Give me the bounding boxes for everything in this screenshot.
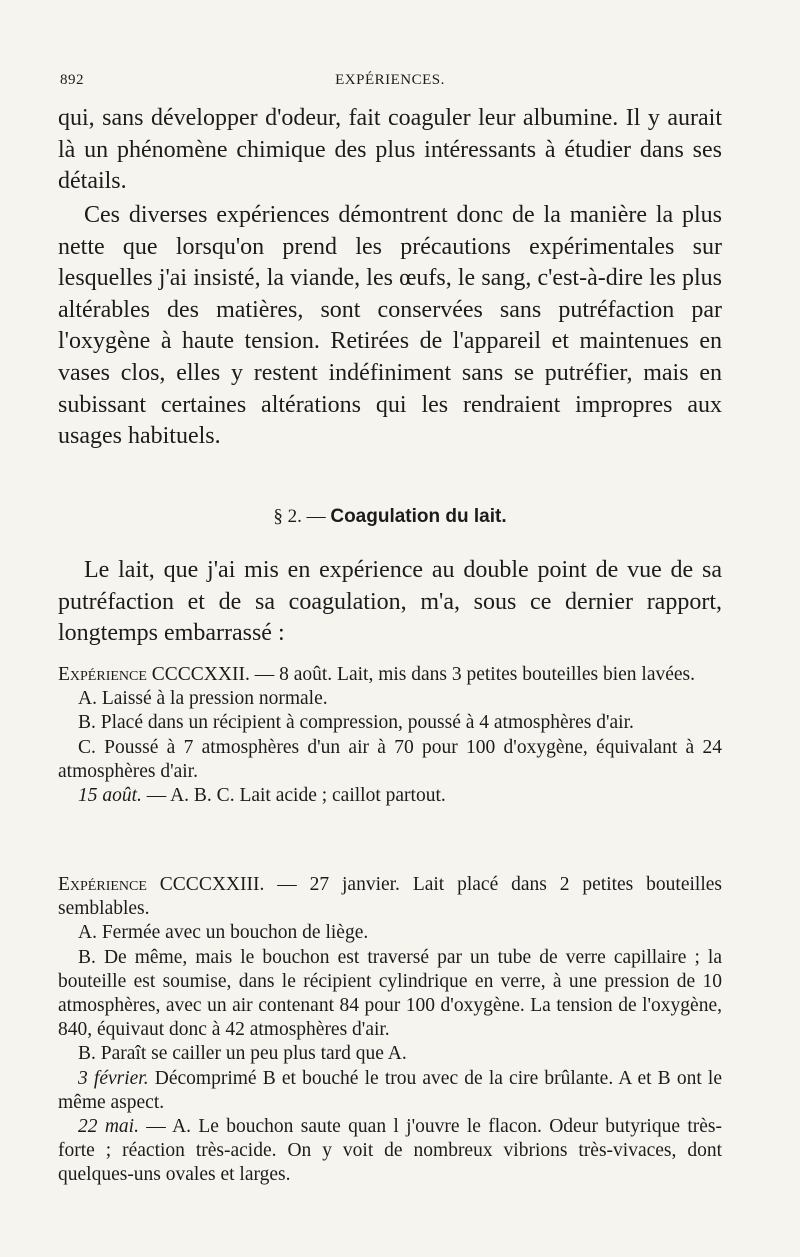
section-heading bbox=[58, 506, 722, 528]
section-number: § 2. — bbox=[273, 506, 326, 527]
experiment-item-b: B. Placé dans un récipient à compression, poussé à 4 atmosphères d'air. bbox=[78, 712, 634, 734]
experiment-date: 22 mai. bbox=[78, 1116, 139, 1138]
paragraph-continuation bbox=[58, 103, 722, 198]
page-header bbox=[60, 72, 720, 94]
experiment-date: 3 février. bbox=[78, 1067, 149, 1089]
experiment-note bbox=[58, 1115, 722, 1188]
section-title: Coagulation du lait. bbox=[330, 506, 507, 527]
experiment-item-c: C. Poussé à 7 atmosphères d'un air à 70 pour 100 d'oxygène, équivalant à 24 atmosphères d'air. bbox=[58, 736, 722, 782]
paragraph-text: Le lait, que j'ai mis en expérience au double point de vue de sa putréfaction et de sa coagulation, m'a, sous ce dernier rapport, longtemps embarrassé : bbox=[58, 557, 722, 647]
experiment-intro bbox=[58, 663, 722, 687]
experiment-result bbox=[58, 784, 722, 808]
experiment-note bbox=[58, 1067, 722, 1115]
paragraph-text: qui, sans développer d'odeur, fait coaguler leur albumine. Il y aurait là un phénomène chimique des plus intéressants à étudier dans ses détails. bbox=[58, 105, 722, 195]
experiment-intro-text: — 8 août. Lait, mis dans 3 petites bouteilles bien lavées. bbox=[249, 664, 696, 685]
experiment-item-a: A. Fermée avec un bouchon de liège. bbox=[78, 922, 369, 944]
experiment-item-a: A. Laissé à la pression normale. bbox=[78, 688, 328, 710]
experiment-block bbox=[58, 663, 722, 808]
experiment-item-b2: B. Paraît se cailler un peu plus tard que A. bbox=[78, 1043, 407, 1065]
paragraph-conclusion bbox=[58, 200, 722, 453]
experiment-result-text: — A. B. C. Lait acide ; caillot partout. bbox=[141, 785, 446, 807]
experiment-note-text: — A. Le bouchon saute quan l j'ouvre le flacon. Odeur butyrique très-forte ; réaction très-acide. On y voit de nombreux vibrions très-vivaces, dont quelques-uns ovales et larges. bbox=[58, 1116, 722, 1186]
running-title: EXPÉRIENCES. bbox=[335, 72, 445, 88]
experiment-label: Expérience CCCCXXIII. bbox=[58, 874, 265, 895]
experiment-intro bbox=[58, 873, 722, 921]
experiment-note-text: Décomprimé B et bouché le trou avec de la cire brûlante. A et B ont le même aspect. bbox=[58, 1067, 722, 1113]
experiment-intro-text: — 27 janvier. Lait placé dans 2 petites bouteilles semblables. bbox=[58, 874, 722, 920]
experiment-item-b: B. De même, mais le bouchon est traversé par un tube de verre capillaire ; la bouteille est soumise, dans le récipient cylindrique en verre, à une pression de 10 atmosphères, avec un air contenant 84 pour 100 d'oxygène. La tension de l'oxygène, 840, équivaut donc à 42 atmosphères d'air. bbox=[58, 946, 722, 1041]
experiment-label: Expérience CCCCXXII. bbox=[58, 664, 250, 685]
page-number: 892 bbox=[60, 72, 84, 88]
paragraph-milk-intro bbox=[58, 555, 722, 650]
experiment-date: 15 août. bbox=[78, 785, 142, 807]
experiment-block bbox=[58, 873, 722, 1188]
paragraph-text: Ces diverses expériences démontrent donc de la manière la plus nette que lorsqu'on prend les précautions expérimentales sur lesquelles j'ai insisté, la viande, les œufs, le sang, c'est-à-dire les plus altérables des matières, sont conservées sans putréfaction par l'oxygène à haute tension. Retirées de l'appareil et maintenues en vases clos, elles y restent indéfiniment sans se putréfier, mais en subissant certaines altérations qui les rendraient impropres aux usages habituels. bbox=[58, 202, 722, 450]
